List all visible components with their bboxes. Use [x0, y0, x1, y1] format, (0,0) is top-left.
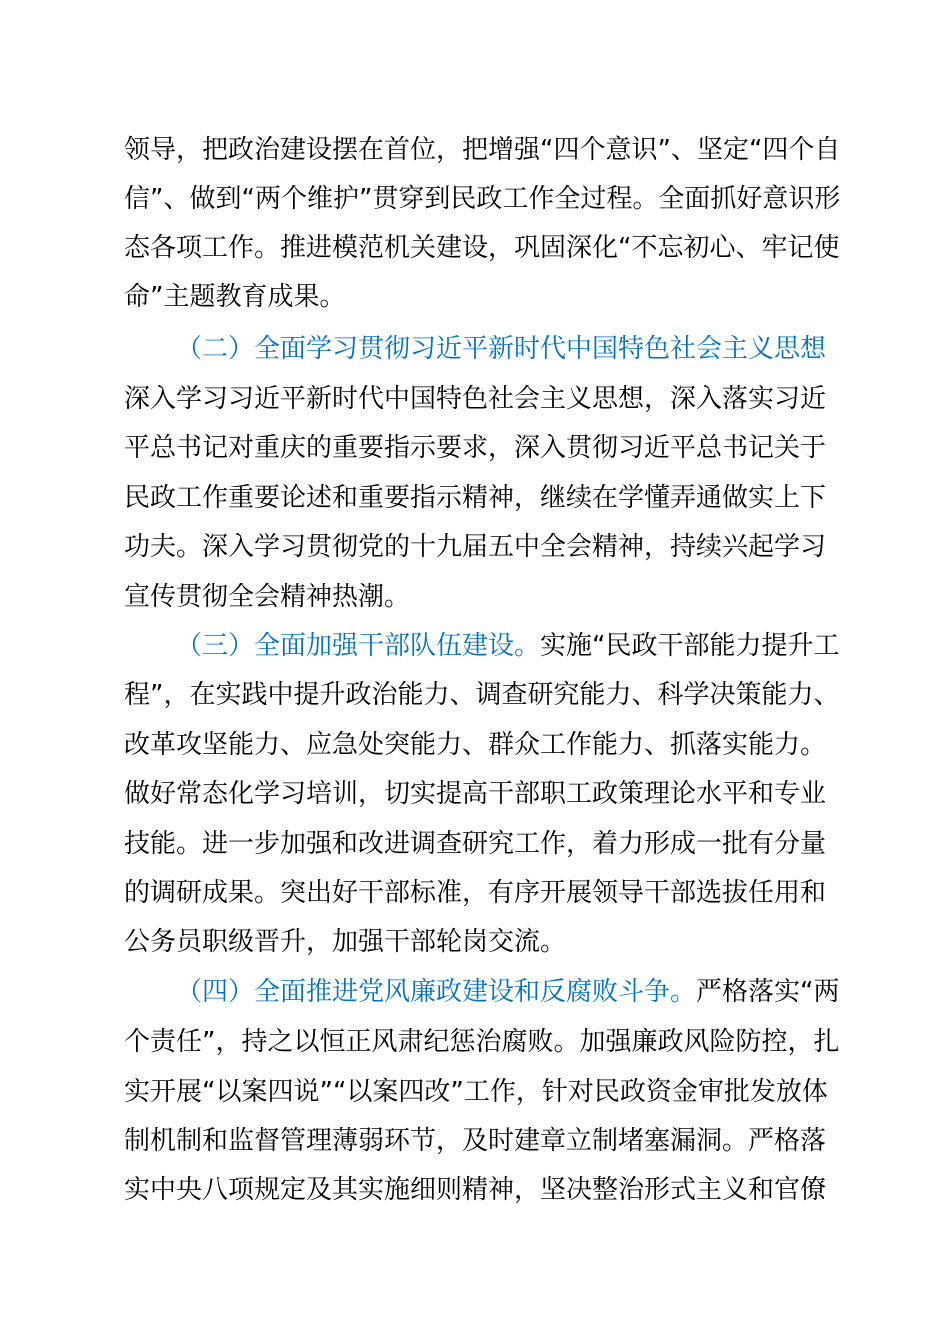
body-line: 实中央八项规定及其实施细则精神，坚决整治形式主义和官僚: [124, 1175, 827, 1205]
heading-tail-text: 实施“民政干部能力提升工: [540, 631, 840, 661]
heading-tail-text: 严格落实“两: [696, 977, 840, 1007]
body-line: 的调研成果。突出好干部标准，有序开展领导干部选拔任用和: [124, 878, 827, 908]
body-line: 深入学习习近平新时代中国特色社会主义思想，深入落实习近: [124, 384, 827, 414]
section-heading-3: （三）全面加强干部队伍建设。: [176, 631, 541, 661]
body-line: 平总书记对重庆的重要指示要求，深入贯彻习近平总书记关于: [124, 433, 827, 463]
section-heading-4: （四）全面推进党风廉政建设和反腐败斗争。: [176, 977, 697, 1007]
section-heading-line: [176, 976, 844, 1008]
body-line: 改革攻坚能力、应急处突能力、群众工作能力、抓落实能力。: [124, 730, 827, 760]
body-line: 命”主题教育成果。: [124, 282, 346, 312]
body-line: 功夫。深入学习贯彻党的十九届五中全会精神，持续兴起学习: [124, 532, 827, 562]
section-heading-line: [176, 630, 844, 662]
body-line: 程”，在实践中提升政治能力、调查研究能力、科学决策能力、: [124, 680, 840, 710]
body-line: 领导，把政治建设摆在首位，把增强“四个意识”、坚定“四个自: [124, 135, 841, 165]
body-line: 实开展“以案四说”“以案四改”工作，针对民政资金审批发放体: [124, 1077, 828, 1107]
body-line: 技能。进一步加强和改进调查研究工作，着力形成一批有分量: [124, 829, 827, 859]
body-line: 宣传贯彻全会精神热潮。: [124, 582, 411, 612]
body-line: 信”、做到“两个维护”贯穿到民政工作全过程。全面抓好意识形: [124, 184, 841, 214]
body-line: 个责任”，持之以恒正风肃纪惩治腐败。加强廉政风险防控，扎: [124, 1027, 840, 1057]
body-line: 制机制和监督管理薄弱环节，及时建章立制堵塞漏洞。严格落: [124, 1126, 827, 1156]
body-line: 态各项工作。推进模范机关建设，巩固深化“不忘初心、牢记使: [124, 233, 840, 263]
body-line: 民政工作重要论述和重要指示精神，继续在学懂弄通做实上下: [124, 483, 827, 513]
section-heading-2: （二）全面学习贯彻习近平新时代中国特色社会主义思想: [176, 334, 827, 364]
body-line: 公务员职级晋升，加强干部轮岗交流。: [124, 927, 567, 957]
body-line: 做好常态化学习培训，切实提高干部职工政策理论水平和专业: [124, 779, 827, 809]
